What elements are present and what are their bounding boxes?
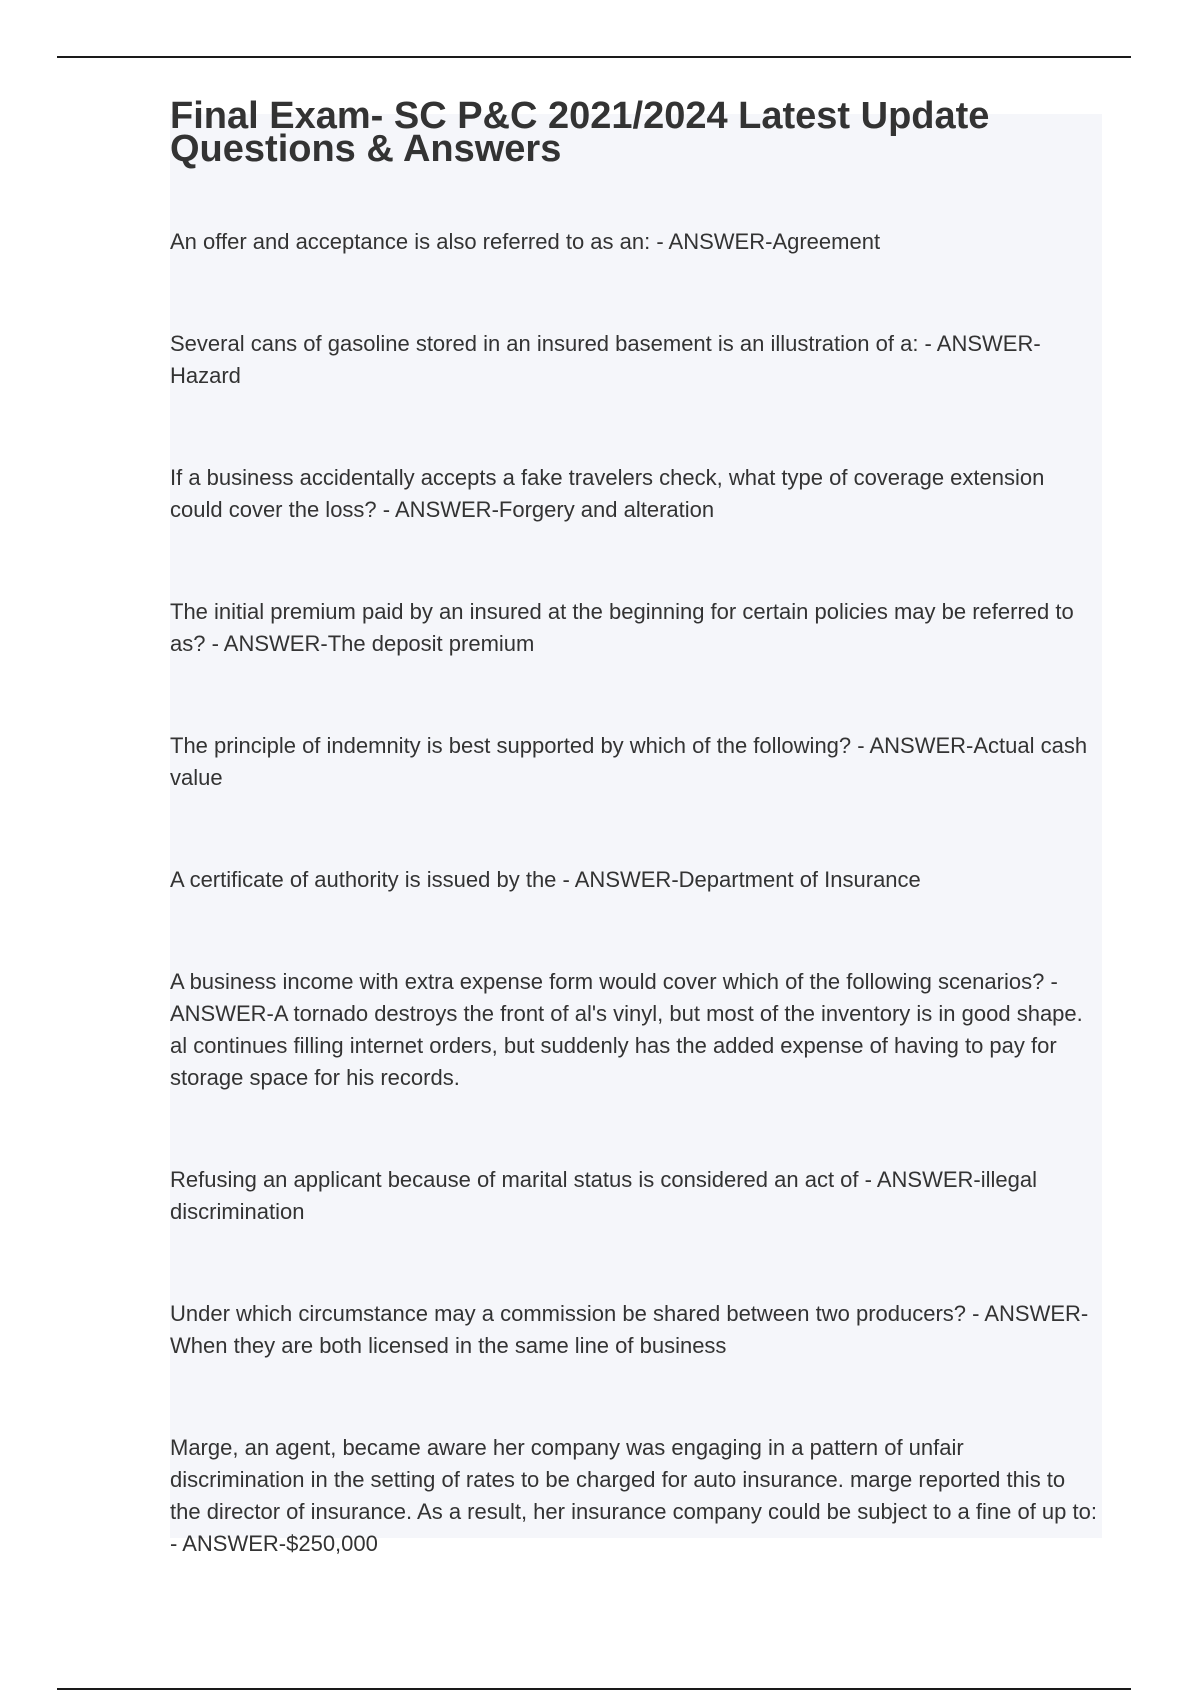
qa-item: Several cans of gasoline stored in an insured basement is an illustration of a: - ANSWER-Hazard	[170, 331, 1041, 388]
qa-item: Marge, an agent, became aware her company was engaging in a pattern of unfair discrimination in the setting of rates to be charged for auto insurance. marge reported this to the director of insurance. As a result, her insurance company could be subject to a fine of up to: - ANSWER-$250,000	[170, 1435, 1097, 1556]
qa-item: If a business accidentally accepts a fake travelers check, what type of coverage extension could cover the loss? - ANSWER-Forgery and alteration	[170, 465, 1045, 522]
qa-item: Refusing an applicant because of marital status is considered an act of - ANSWER-illegal discrimination	[170, 1167, 1037, 1224]
qa-item: The principle of indemnity is best supported by which of the following? - ANSWER-Actual cash value	[170, 733, 1088, 790]
qa-item: Under which circumstance may a commission be shared between two producers? - ANSWER-When they are both licensed in the same line of business	[170, 1301, 1089, 1358]
top-rule	[57, 56, 1131, 58]
qa-item: A business income with extra expense form would cover which of the following scenarios? - ANSWER-A tornado destroys the front of al's vinyl, but most of the inventory is in good shape. al continues filling internet orders, but suddenly has the added expense of having to pay for storage space for his records.	[170, 969, 1083, 1090]
bottom-rule	[57, 1688, 1131, 1690]
qa-item: A certificate of authority is issued by the - ANSWER-Department of Insurance	[170, 867, 921, 892]
qa-item: The initial premium paid by an insured at the beginning for certain policies may be referred to as? - ANSWER-The deposit premium	[170, 599, 1074, 656]
page-title: Final Exam- SC P&C 2021/2024 Latest Update Questions & Answers	[170, 95, 990, 170]
document-body	[170, 95, 1100, 1560]
qa-list	[170, 226, 1100, 1560]
qa-item: An offer and acceptance is also referred to as an: - ANSWER-Agreement	[170, 229, 881, 254]
